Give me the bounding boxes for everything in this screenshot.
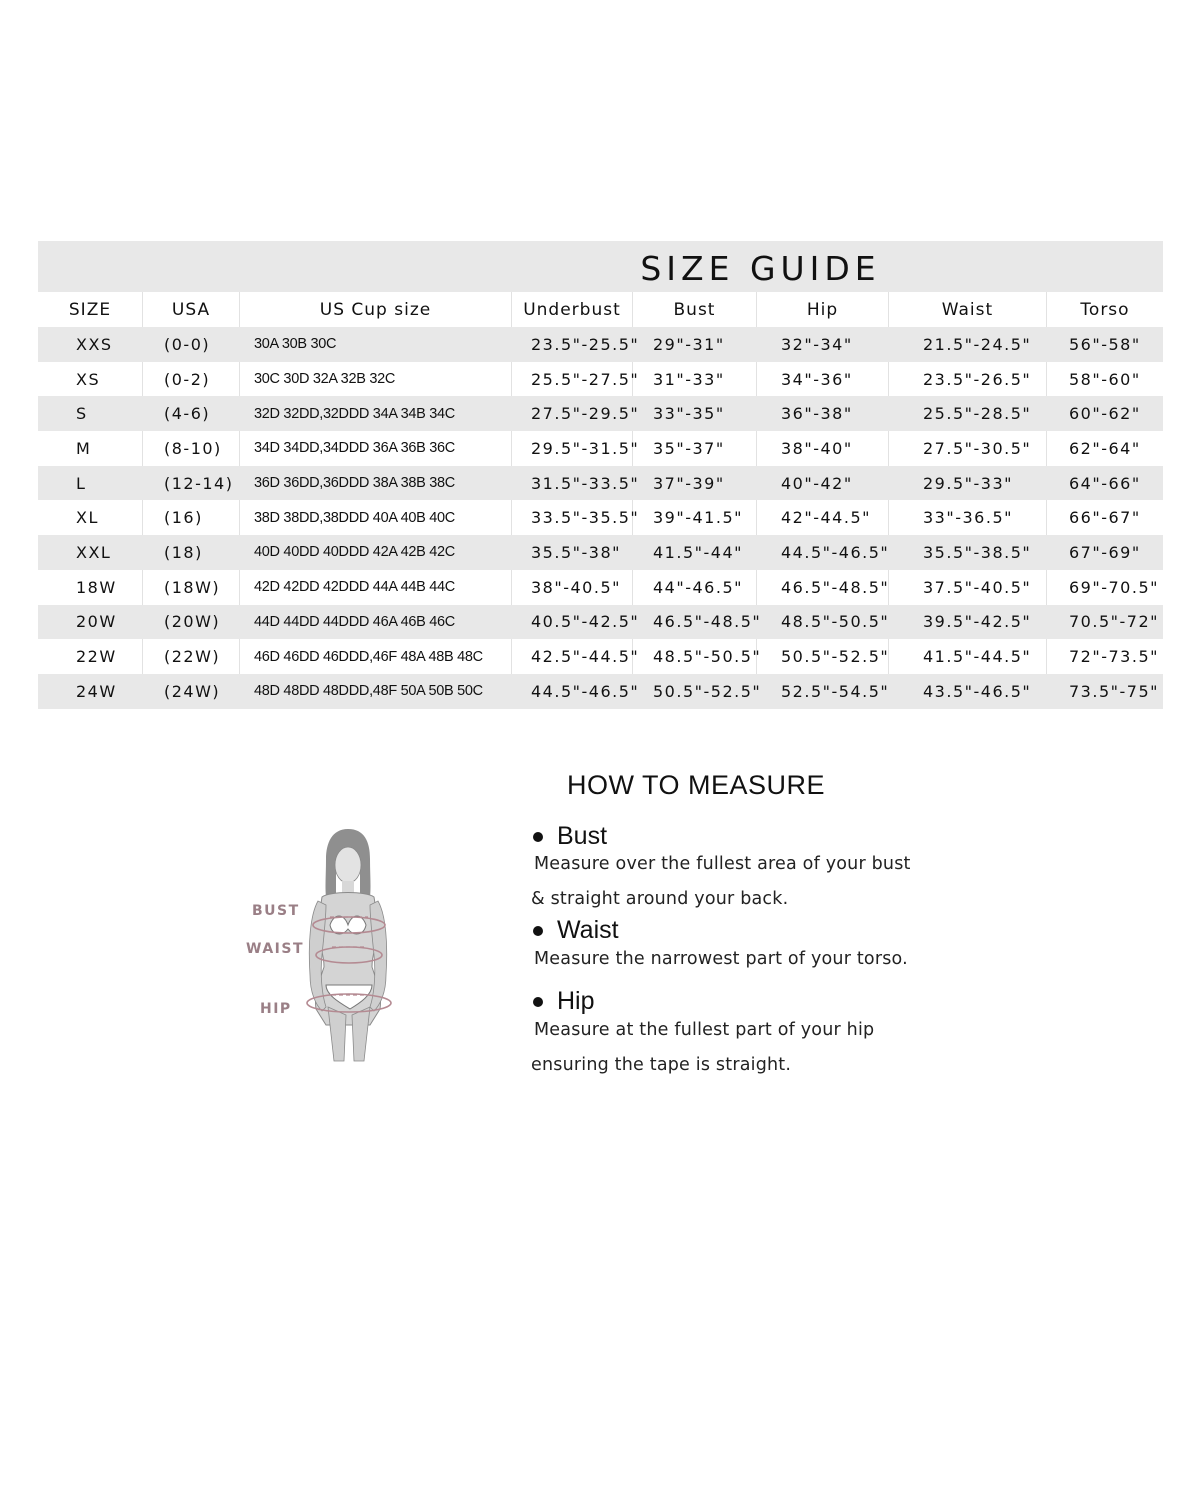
- measure-desc-bust-line1: Measure over the fullest area of your bust: [534, 854, 911, 874]
- column-header-underbust: Underbust: [512, 292, 633, 327]
- measure-desc-hip-line1: Measure at the fullest part of your hip: [534, 1020, 875, 1040]
- how-to-measure-section: [0, 760, 1200, 1100]
- cell-bust: 31"-33": [633, 362, 757, 397]
- cell-cup-size: 44D 44DD 44DDD 46A 46B 46C: [240, 605, 512, 640]
- cell-bust: 37"-39": [633, 466, 757, 501]
- cell-cup-size: 46D 46DD 46DDD,46F 48A 48B 48C: [240, 639, 512, 674]
- table-body: [38, 327, 1163, 709]
- cell-torso: 64"-66": [1069, 473, 1141, 493]
- column-header-usa: USA: [143, 292, 240, 327]
- size-guide-title-band: [38, 241, 1163, 292]
- cell-hip: 50.5"-52.5": [757, 639, 889, 674]
- cell-bust: 35"-37": [633, 431, 757, 466]
- table-row: [38, 500, 1163, 535]
- cell-waist: 29.5"-33": [889, 466, 1047, 501]
- column-header-hip: Hip: [757, 292, 889, 327]
- body-measurement-figure: [240, 825, 440, 1065]
- cell-size: XL: [38, 500, 143, 535]
- measure-heading-bust: [533, 822, 607, 851]
- cell-underbust: 23.5"-25.5": [512, 327, 633, 362]
- cell-hip: 46.5"-48.5": [757, 570, 889, 605]
- cell-hip: 42"-44.5": [757, 500, 889, 535]
- cell-underbust: 31.5"-33.5": [512, 466, 633, 501]
- bullet-icon: [533, 832, 543, 842]
- measure-heading-hip: [533, 987, 595, 1016]
- cell-usa: (0-0): [143, 327, 240, 362]
- cell-bust: 44"-46.5": [633, 570, 757, 605]
- cell-underbust: 38"-40.5": [512, 570, 633, 605]
- cell-underbust: 29.5"-31.5": [512, 431, 633, 466]
- cell-size: 18W: [38, 570, 143, 605]
- cell-waist: 25.5"-28.5": [889, 396, 1047, 431]
- cell-waist: 33"-36.5": [889, 500, 1047, 535]
- cell-torso: 73.5"-75": [1069, 681, 1159, 701]
- cell-hip: 48.5"-50.5": [757, 605, 889, 640]
- cell-waist: 21.5"-24.5": [889, 327, 1047, 362]
- cell-size: XXL: [38, 535, 143, 570]
- cell-hip: 44.5"-46.5": [757, 535, 889, 570]
- cell-usa: (12-14): [143, 466, 240, 501]
- cell-torso: 60"-62": [1069, 404, 1141, 424]
- column-header-torso: Torso: [1080, 299, 1130, 320]
- cell-hip: 38"-40": [757, 431, 889, 466]
- measure-desc-waist-line1: Measure the narrowest part of your torso.: [534, 949, 908, 969]
- cell-torso: 58"-60": [1069, 369, 1141, 389]
- bullet-icon: [533, 997, 543, 1007]
- table-header-row: [38, 292, 1163, 327]
- cell-torso: 62"-64": [1069, 438, 1141, 458]
- cell-cup-size: 40D 40DD 40DDD 42A 42B 42C: [240, 535, 512, 570]
- cell-size: XS: [38, 362, 143, 397]
- cell-underbust: 42.5"-44.5": [512, 639, 633, 674]
- cell-torso: 69"-70.5": [1069, 577, 1159, 597]
- cell-cup-size: 48D 48DD 48DDD,48F 50A 50B 50C: [240, 674, 512, 709]
- size-guide-title: SIZE GUIDE: [640, 249, 881, 288]
- column-header-bust: Bust: [633, 292, 757, 327]
- cell-size: S: [38, 396, 143, 431]
- cell-usa: (0-2): [143, 362, 240, 397]
- table-row: [38, 466, 1163, 501]
- cell-usa: (4-6): [143, 396, 240, 431]
- cell-waist: 39.5"-42.5": [889, 605, 1047, 640]
- measure-heading-waist: [533, 916, 619, 945]
- cell-cup-size: 30C 30D 32A 32B 32C: [240, 362, 512, 397]
- cell-waist: 37.5"-40.5": [889, 570, 1047, 605]
- cell-waist: 27.5"-30.5": [889, 431, 1047, 466]
- measure-heading-waist-label: Waist: [557, 916, 619, 944]
- cell-hip: 34"-36": [757, 362, 889, 397]
- table-row: [38, 327, 1163, 362]
- cell-waist: 35.5"-38.5": [889, 535, 1047, 570]
- cell-underbust: 27.5"-29.5": [512, 396, 633, 431]
- cell-hip: 32"-34": [757, 327, 889, 362]
- cell-cup-size: 42D 42DD 42DDD 44A 44B 44C: [240, 570, 512, 605]
- cell-bust: 33"-35": [633, 396, 757, 431]
- cell-size: 20W: [38, 605, 143, 640]
- cell-cup-size: 34D 34DD,34DDD 36A 36B 36C: [240, 431, 512, 466]
- cell-underbust: 25.5"-27.5": [512, 362, 633, 397]
- bullet-icon: [533, 926, 543, 936]
- cell-cup-size: 38D 38DD,38DDD 40A 40B 40C: [240, 500, 512, 535]
- cell-cup-size: 36D 36DD,36DDD 38A 38B 38C: [240, 466, 512, 501]
- cell-bust: 48.5"-50.5": [633, 639, 757, 674]
- figure-label-bust: BUST: [252, 903, 300, 919]
- figure-label-waist: WAIST: [246, 941, 304, 957]
- table-row: [38, 639, 1163, 674]
- cell-waist: 23.5"-26.5": [889, 362, 1047, 397]
- cell-bust: 46.5"-48.5": [633, 605, 757, 640]
- cell-torso: 72"-73.5": [1069, 647, 1159, 667]
- cell-size: L: [38, 466, 143, 501]
- cell-waist: 43.5"-46.5": [889, 674, 1047, 709]
- cell-usa: (8-10): [143, 431, 240, 466]
- cell-size: 24W: [38, 674, 143, 709]
- table-row: [38, 570, 1163, 605]
- measure-desc-hip-line2: ensuring the tape is straight.: [531, 1055, 792, 1075]
- column-header-size: SIZE: [38, 292, 143, 327]
- cell-usa: (24W): [143, 674, 240, 709]
- cell-usa: (18W): [143, 570, 240, 605]
- size-guide-table: [38, 241, 1163, 709]
- cell-size: M: [38, 431, 143, 466]
- measure-heading-hip-label: Hip: [557, 987, 595, 1015]
- table-row: [38, 431, 1163, 466]
- cell-hip: 52.5"-54.5": [757, 674, 889, 709]
- cell-hip: 36"-38": [757, 396, 889, 431]
- cell-size: 22W: [38, 639, 143, 674]
- figure-label-hip: HIP: [260, 1001, 292, 1017]
- cell-underbust: 33.5"-35.5": [512, 500, 633, 535]
- cell-usa: (22W): [143, 639, 240, 674]
- measure-heading-bust-label: Bust: [557, 822, 608, 850]
- table-row: [38, 535, 1163, 570]
- column-header-cup: US Cup size: [240, 292, 512, 327]
- cell-cup-size: 30A 30B 30C: [240, 327, 512, 362]
- table-row: [38, 674, 1163, 709]
- column-header-waist: Waist: [889, 292, 1047, 327]
- measure-desc-bust-line2: & straight around your back.: [531, 889, 789, 909]
- cell-hip: 40"-42": [757, 466, 889, 501]
- cell-underbust: 40.5"-42.5": [512, 605, 633, 640]
- cell-bust: 50.5"-52.5": [633, 674, 757, 709]
- cell-usa: (20W): [143, 605, 240, 640]
- cell-torso: 70.5"-72": [1069, 612, 1159, 632]
- cell-usa: (18): [143, 535, 240, 570]
- how-to-measure-title: HOW TO MEASURE: [567, 770, 826, 800]
- cell-bust: 39"-41.5": [633, 500, 757, 535]
- table-row: [38, 362, 1163, 397]
- cell-size: XXS: [38, 327, 143, 362]
- cell-waist: 41.5"-44.5": [889, 639, 1047, 674]
- cell-underbust: 35.5"-38": [512, 535, 633, 570]
- cell-torso: 56"-58": [1069, 334, 1141, 354]
- cell-bust: 29"-31": [633, 327, 757, 362]
- cell-usa: (16): [143, 500, 240, 535]
- table-row: [38, 396, 1163, 431]
- table-row: [38, 605, 1163, 640]
- cell-bust: 41.5"-44": [633, 535, 757, 570]
- cell-torso: 66"-67": [1069, 508, 1141, 528]
- cell-underbust: 44.5"-46.5": [512, 674, 633, 709]
- cell-torso: 67"-69": [1069, 542, 1141, 562]
- cell-cup-size: 32D 32DD,32DDD 34A 34B 34C: [240, 396, 512, 431]
